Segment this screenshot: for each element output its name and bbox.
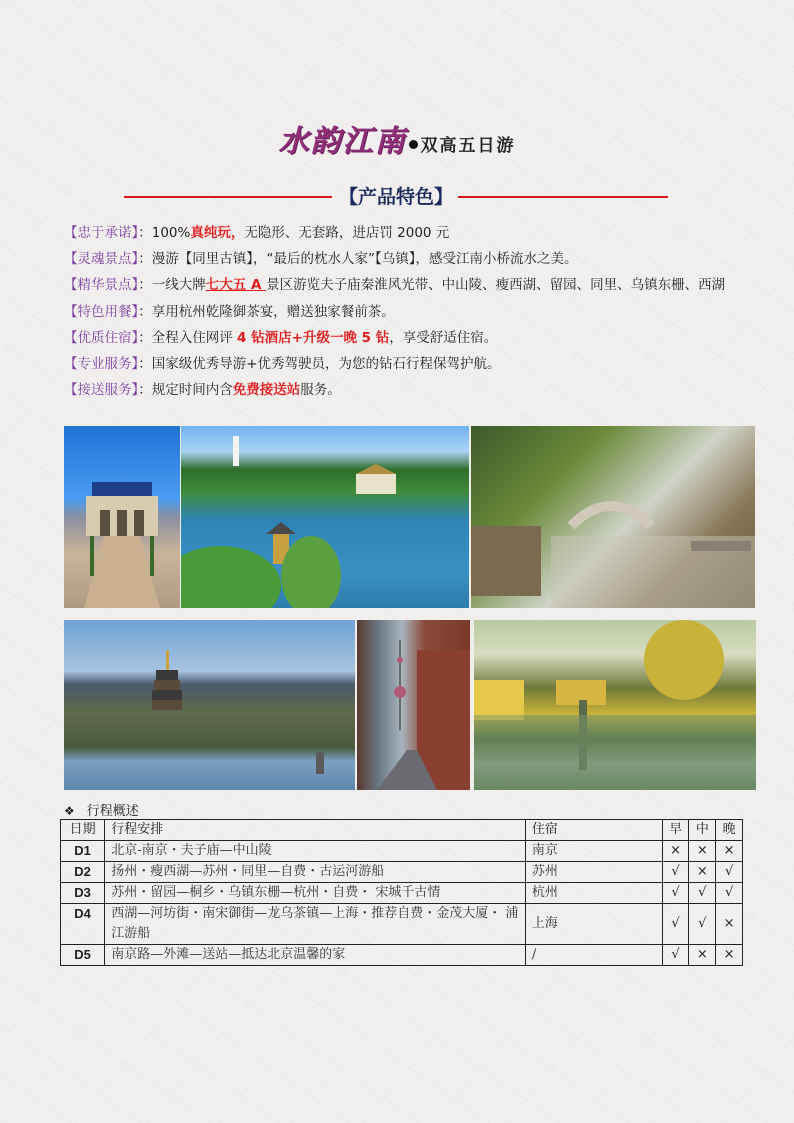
feature-label: 【精华景点】 — [64, 277, 139, 294]
photo-zhongshan-mausoleum — [64, 426, 180, 608]
feature-text: 一线大牌 — [151, 277, 206, 294]
lake-illustration — [181, 426, 469, 608]
day-cell: D4 — [61, 904, 105, 945]
feature-sep: ： — [138, 329, 152, 346]
feature-label: 【忠于承诺】 — [64, 225, 139, 241]
garden-illustration — [474, 620, 756, 790]
feature-sep: ： — [138, 355, 152, 372]
col-header-day: 日期 — [61, 820, 105, 841]
dinner-cell: √ — [716, 883, 743, 904]
table-row — [61, 862, 743, 883]
table-row — [61, 945, 743, 966]
divider-right — [458, 196, 668, 198]
feature-text: 国家级优秀导游+优秀驾驶员，为您的钻石行程保驾护航。 — [151, 355, 501, 372]
feature-text: ，享受舒适住宿。 — [389, 329, 498, 346]
plan-cell: 南京路—外滩—送站—抵达北京温馨的家 — [105, 945, 526, 966]
pagoda-illustration — [64, 620, 355, 790]
breakfast-cell: √ — [662, 945, 689, 966]
photo-tongli-water-town — [471, 426, 755, 608]
feature-text: 全程入住网评 — [151, 329, 238, 346]
feature-item — [64, 248, 764, 274]
feature-sep: ： — [138, 303, 152, 320]
stay-cell: 南京 — [525, 841, 662, 862]
itinerary-table — [60, 819, 743, 966]
divider-left — [124, 196, 332, 198]
col-header-lunch: 中 — [689, 820, 716, 841]
bullet-dot-icon — [409, 140, 418, 149]
feature-item — [64, 301, 764, 327]
feature-sep: ： — [138, 251, 152, 268]
mausoleum-illustration — [64, 426, 180, 608]
photo-lingering-garden — [474, 620, 756, 790]
day-cell: D3 — [61, 883, 105, 904]
feature-sep: ： — [138, 225, 152, 241]
day-cell: D5 — [61, 945, 105, 966]
feature-highlight: 免费接送站 — [232, 382, 301, 399]
stay-cell: / — [525, 945, 662, 966]
title-sub: 双高五日游 — [420, 136, 516, 156]
table-header-row — [61, 820, 743, 841]
section-heading — [124, 182, 668, 210]
feature-highlight: 七大五 A — [205, 277, 267, 294]
feature-item — [64, 353, 764, 379]
lunch-cell: × — [689, 945, 716, 966]
feature-list — [64, 222, 764, 405]
title-main: 水韵江南 — [278, 124, 407, 159]
table-row — [61, 841, 743, 862]
table-row — [61, 904, 743, 945]
lunch-cell: × — [689, 862, 716, 883]
plan-cell: 北京-南京・夫子庙—中山陵 — [105, 841, 526, 862]
feature-highlight: 4 钻酒店+升级一晚 5 钻 — [237, 329, 390, 346]
lunch-cell: × — [689, 841, 716, 862]
itinerary-heading-text: 行程概述 — [86, 804, 139, 819]
col-header-breakfast: 早 — [662, 820, 689, 841]
lunch-cell: √ — [689, 904, 716, 945]
water-town-illustration — [471, 426, 755, 608]
feature-label: 【专业服务】 — [64, 355, 139, 372]
feature-item — [64, 274, 764, 300]
feature-text: 无隐形、无套路，进店罚 2000 元 — [244, 225, 450, 241]
dinner-cell: √ — [716, 862, 743, 883]
lunch-cell: √ — [689, 883, 716, 904]
plan-cell: 扬州・瘦西湖—苏州・同里—自费・古运河游船 — [105, 862, 526, 883]
plan-cell: 西湖—河坊街・南宋御街—龙乌茶镇—上海・推荐自费・金茂大厦・ 浦江游船 — [105, 904, 526, 945]
feature-label: 【特色用餐】 — [64, 303, 139, 320]
oriental-pearl-illustration — [357, 620, 470, 790]
dinner-cell: × — [716, 904, 743, 945]
feature-label: 【优质住宿】 — [64, 329, 139, 346]
col-header-plan: 行程安排 — [105, 820, 526, 841]
photo-west-lake-leifeng-pagoda — [64, 620, 355, 790]
feature-text: 漫游【同里古镇】，“最后的枕水人家”【乌镇】，感受江南小桥流水之美。 — [151, 251, 578, 268]
feature-text: 享用杭州乾隆御茶宴，赠送独家餐前茶。 — [151, 303, 395, 320]
feature-sep: ： — [138, 277, 152, 294]
feature-item — [64, 379, 764, 405]
table-row — [61, 883, 743, 904]
col-header-stay: 住宿 — [525, 820, 662, 841]
dinner-cell: × — [716, 841, 743, 862]
breakfast-cell: × — [662, 841, 689, 862]
feature-text: 规定时间内含 — [151, 382, 233, 399]
col-header-dinner: 晚 — [716, 820, 743, 841]
feature-item — [64, 327, 764, 353]
stay-cell: 苏州 — [525, 862, 662, 883]
breakfast-cell: √ — [662, 862, 689, 883]
feature-highlight: 真纯玩， — [190, 225, 245, 241]
feature-text: 景区游览夫子庙秦淮风光带、中山陵、瘦西湖、留园、同里、乌镇东栅、西湖 — [266, 277, 726, 294]
stay-cell: 上海 — [525, 904, 662, 945]
feature-text: 100% — [151, 225, 191, 241]
diamond-bullet-icon: ❖ — [64, 804, 75, 818]
plan-cell: 苏州・留园—桐乡・乌镇东栅—杭州・自费・ 宋城千古情 — [105, 883, 526, 904]
feature-text: 服务。 — [300, 382, 341, 399]
dinner-cell: × — [716, 945, 743, 966]
itinerary-heading — [64, 800, 139, 819]
photo-shanghai-street — [357, 620, 470, 790]
feature-item — [64, 222, 764, 248]
page-title — [0, 116, 794, 159]
feature-label: 【灵魂景点】 — [64, 251, 139, 268]
stay-cell: 杭州 — [525, 883, 662, 904]
feature-label: 【接送服务】 — [64, 382, 139, 399]
breakfast-cell: √ — [662, 883, 689, 904]
photo-slender-west-lake — [181, 426, 469, 608]
day-cell: D2 — [61, 862, 105, 883]
day-cell: D1 — [61, 841, 105, 862]
feature-sep: ： — [138, 382, 152, 399]
breakfast-cell: √ — [662, 904, 689, 945]
section-heading-text: 【产品特色】 — [338, 186, 453, 208]
